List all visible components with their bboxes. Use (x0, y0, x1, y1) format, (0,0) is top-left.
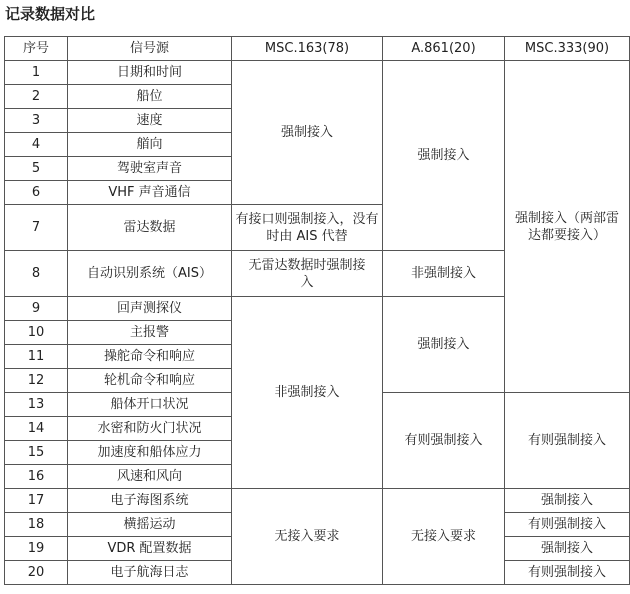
msc333-cell: 有则强制接入 (505, 513, 630, 537)
row-source: 船位 (68, 85, 232, 109)
row-source: 速度 (68, 109, 232, 133)
msc163-cell: 非强制接入 (232, 297, 383, 489)
row-no: 19 (5, 537, 68, 561)
a861-cell: 有则强制接入 (383, 393, 505, 489)
header-source: 信号源 (68, 37, 232, 61)
row-source: 主报警 (68, 321, 232, 345)
row-no: 20 (5, 561, 68, 585)
comparison-table (4, 36, 630, 585)
row-no: 1 (5, 61, 68, 85)
msc333-cell: 强制接入（两部雷达都要接入） (505, 61, 630, 393)
header-msc333: MSC.333(90) (505, 37, 630, 61)
row-no: 13 (5, 393, 68, 417)
page-title: 记录数据对比 (5, 5, 96, 23)
row-no: 3 (5, 109, 68, 133)
row-no: 16 (5, 465, 68, 489)
row-no: 5 (5, 157, 68, 181)
table-row (5, 489, 630, 513)
row-source: 回声测探仪 (68, 297, 232, 321)
row-source: 轮机命令和响应 (68, 369, 232, 393)
a861-cell: 无接入要求 (383, 489, 505, 585)
row-source: 风速和风向 (68, 465, 232, 489)
msc333-cell: 有则强制接入 (505, 561, 630, 585)
row-source: 驾驶室声音 (68, 157, 232, 181)
row-no: 2 (5, 85, 68, 109)
row-no: 8 (5, 251, 68, 297)
msc333-cell: 强制接入 (505, 489, 630, 513)
msc163-cell: 强制接入 (232, 61, 383, 205)
row-source: 艏向 (68, 133, 232, 157)
header-msc163: MSC.163(78) (232, 37, 383, 61)
row-source: 自动识别系统（AIS） (68, 251, 232, 297)
row-source: VDR 配置数据 (68, 537, 232, 561)
row-source: 横摇运动 (68, 513, 232, 537)
header-a861: A.861(20) (383, 37, 505, 61)
a861-cell: 强制接入 (383, 297, 505, 393)
msc333-cell: 有则强制接入 (505, 393, 630, 489)
msc333-cell: 强制接入 (505, 537, 630, 561)
row-no: 15 (5, 441, 68, 465)
row-source: 加速度和船体应力 (68, 441, 232, 465)
row-source: 操舵命令和响应 (68, 345, 232, 369)
row-source: 水密和防火门状况 (68, 417, 232, 441)
table-header-row (5, 37, 630, 61)
row-source: 日期和时间 (68, 61, 232, 85)
msc163-cell: 无接入要求 (232, 489, 383, 585)
row-source: 电子海图系统 (68, 489, 232, 513)
row-no: 17 (5, 489, 68, 513)
row-no: 9 (5, 297, 68, 321)
row-no: 11 (5, 345, 68, 369)
row-no: 10 (5, 321, 68, 345)
row-source: 船体开口状况 (68, 393, 232, 417)
row-no: 6 (5, 181, 68, 205)
msc163-cell: 无雷达数据时强制接入 (232, 251, 383, 297)
a861-cell: 非强制接入 (383, 251, 505, 297)
row-source: 雷达数据 (68, 205, 232, 251)
msc163-cell: 有接口则强制接入，没有时由 AIS 代替 (232, 205, 383, 251)
row-no: 7 (5, 205, 68, 251)
row-no: 12 (5, 369, 68, 393)
row-no: 18 (5, 513, 68, 537)
row-no: 4 (5, 133, 68, 157)
row-no: 14 (5, 417, 68, 441)
a861-cell: 强制接入 (383, 61, 505, 251)
row-source: VHF 声音通信 (68, 181, 232, 205)
row-source: 电子航海日志 (68, 561, 232, 585)
header-no: 序号 (5, 37, 68, 61)
table-row (5, 61, 630, 85)
